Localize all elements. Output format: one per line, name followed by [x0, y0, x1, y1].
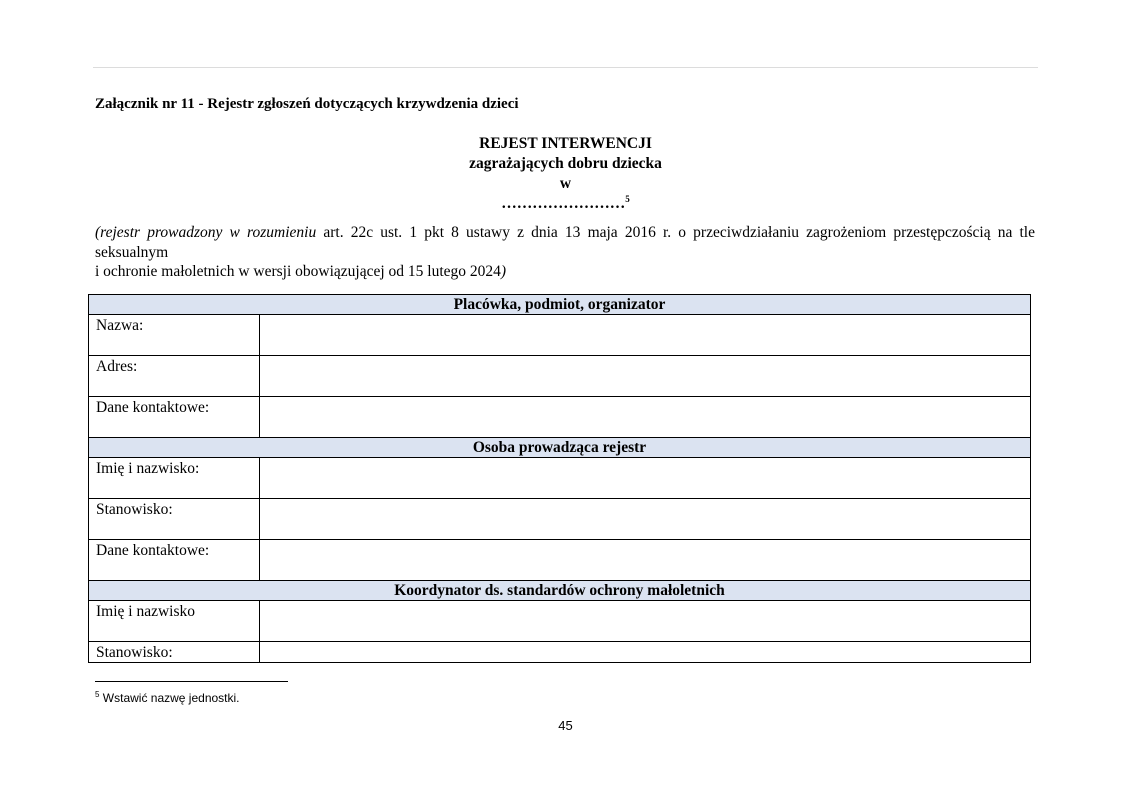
footnote: [95, 690, 240, 705]
table-row: [89, 356, 1031, 397]
unit-name-placeholder: ……………………: [501, 195, 626, 212]
field-value-cell[interactable]: [260, 397, 1031, 438]
section-header-osoba: Osoba prowadząca rejestr: [89, 438, 1031, 458]
title-line-4: [0, 194, 1131, 214]
table-row: [89, 315, 1031, 356]
legal-basis-line-3: i ochronie małoletnich w wersji obowiązującej od 15 lutego 2024): [95, 263, 507, 280]
field-value-cell[interactable]: [260, 458, 1031, 499]
table-row: [89, 540, 1031, 581]
register-title: [0, 134, 1131, 214]
field-value-cell[interactable]: [260, 315, 1031, 356]
field-label: Imię i nazwisko: [89, 601, 260, 642]
field-label: Adres:: [89, 356, 260, 397]
field-label: Dane kontaktowe:: [89, 540, 260, 581]
section-header-koordynator: Koordynator ds. standardów ochrony małoletnich: [89, 581, 1031, 601]
annex-heading: Załącznik nr 11 - Rejestr zgłoszeń dotyczących krzywdzenia dzieci: [95, 96, 519, 112]
field-value-cell[interactable]: [260, 356, 1031, 397]
title-line-2: zagrażających dobru dziecka: [469, 155, 662, 172]
table-row: [89, 642, 1031, 663]
title-line-1: REJEST INTERWENCJI: [479, 135, 652, 152]
section-header-row: [89, 438, 1031, 458]
field-label: Nazwa:: [89, 315, 260, 356]
field-label: Dane kontaktowe:: [89, 397, 260, 438]
section-header-row: [89, 295, 1031, 315]
register-table: [88, 294, 1031, 663]
section-header-placowka: Placówka, podmiot, organizator: [89, 295, 1031, 315]
legal-basis-italic: (rejestr prowadzony w rozumieniu: [95, 224, 317, 241]
title-line-3: w: [559, 175, 572, 192]
footnote-ref: 5: [625, 193, 630, 204]
header-rule: [93, 67, 1038, 68]
table-row: [89, 397, 1031, 438]
field-label: Imię i nazwisko:: [89, 458, 260, 499]
table-row: [89, 458, 1031, 499]
footnote-number: 5: [95, 690, 100, 699]
field-value-cell[interactable]: [260, 540, 1031, 581]
legal-basis-line-2: seksualnym: [95, 243, 169, 261]
section-header-row: [89, 581, 1031, 601]
field-label: Stanowisko:: [89, 642, 260, 663]
field-value-cell[interactable]: [260, 601, 1031, 642]
field-value-cell[interactable]: [260, 499, 1031, 540]
field-value-cell[interactable]: [260, 642, 1031, 663]
footnote-text: Wstawić nazwę jednostki.: [99, 691, 240, 705]
page-number: 45: [558, 718, 573, 733]
table-row: [89, 499, 1031, 540]
legal-basis-line-1: (rejestr prowadzony w rozumieniu art. 22c ust. 1 pkt 8 ustawy z dnia 13 maja 2016 r. o przeciwdziałaniu zagrożeniom przestępczością na tle: [95, 224, 1035, 241]
footnote-rule: [95, 681, 288, 682]
field-label: Stanowisko:: [89, 499, 260, 540]
table-row: [89, 601, 1031, 642]
legal-basis: [95, 223, 1035, 282]
